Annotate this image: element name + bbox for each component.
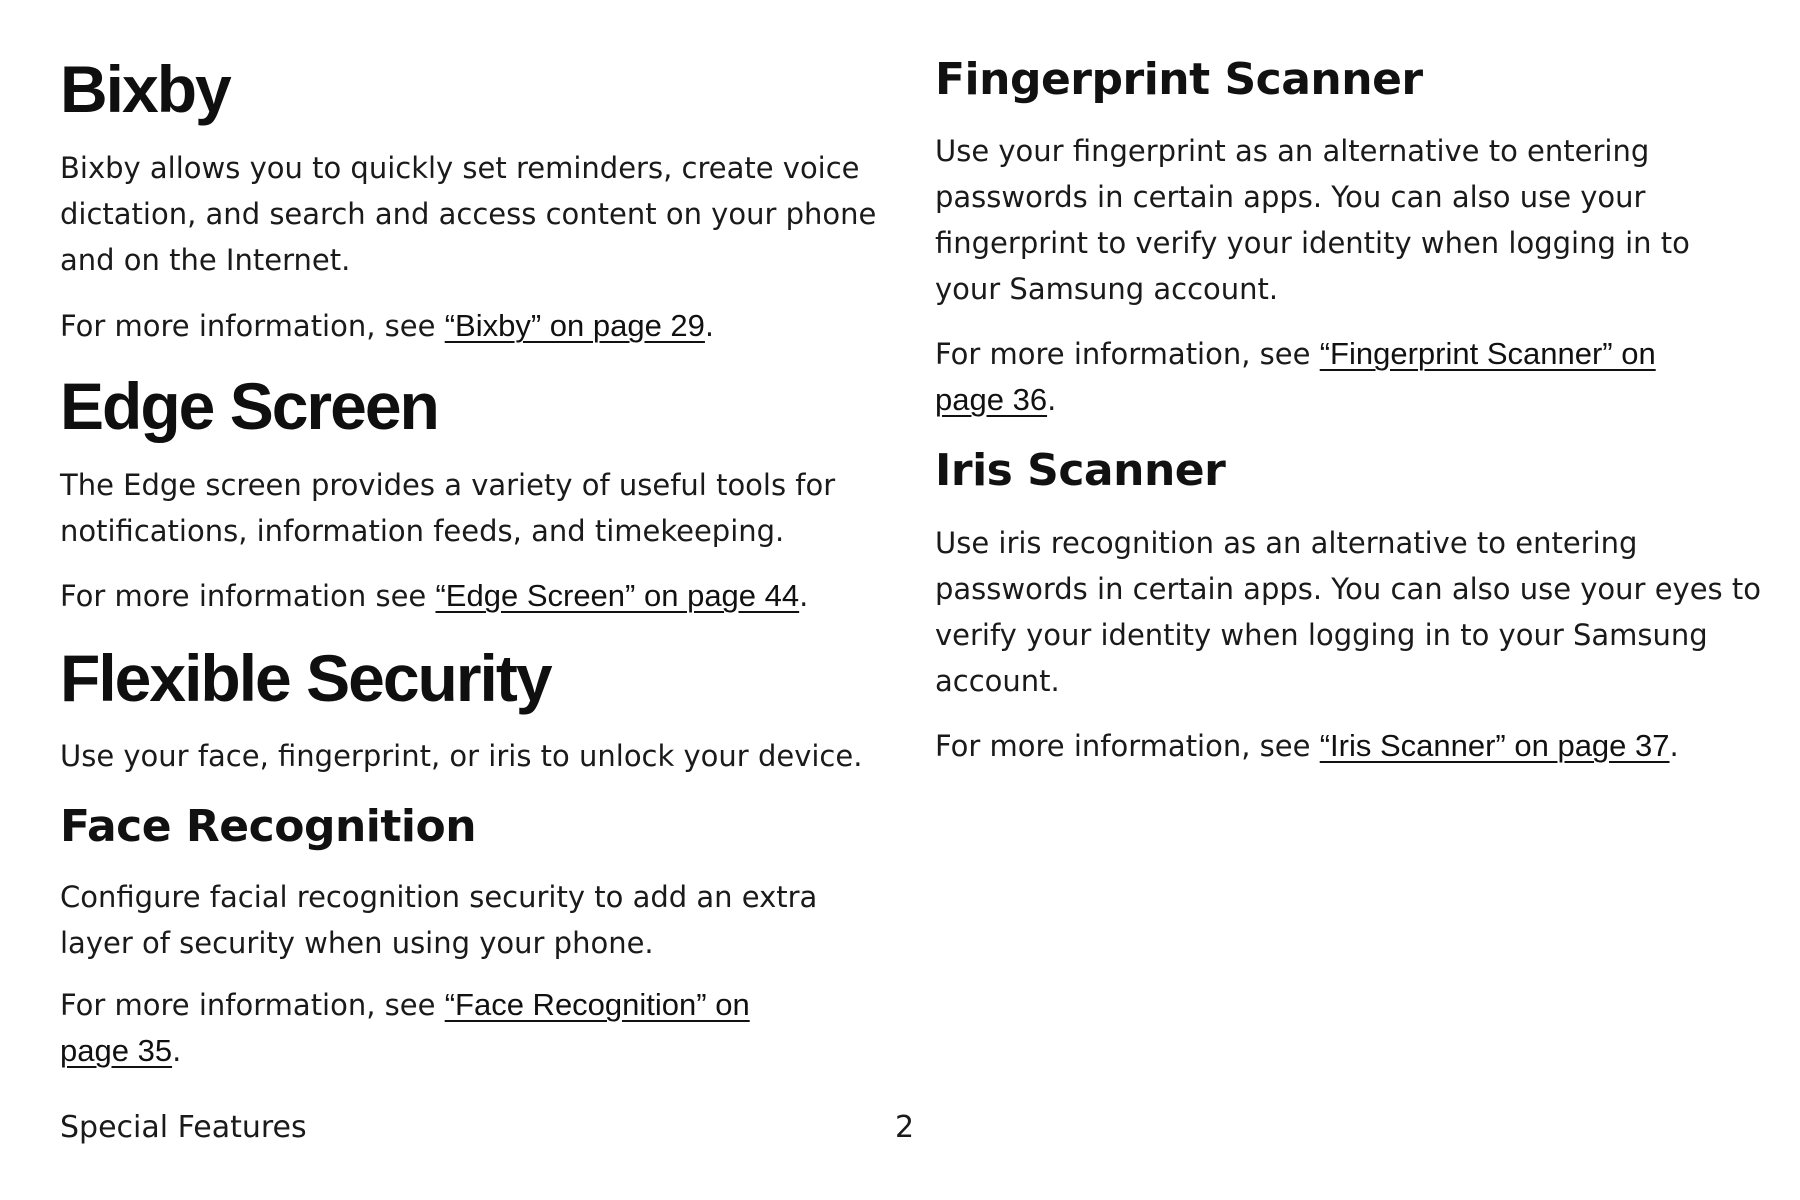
fingerprint-scanner-title: Fingerprint Scanner	[935, 54, 1423, 105]
footer-page-number: 2	[895, 1110, 915, 1145]
iris-scanner-page-link[interactable]: “Iris Scanner” on page 37	[1319, 728, 1670, 763]
fingerprint-scanner-more-suffix: .	[1047, 383, 1057, 417]
iris-scanner-more-info	[935, 723, 1765, 769]
bixby-page-link[interactable]: “Bixby” on page 29	[444, 308, 705, 343]
fingerprint-scanner-body: Use your fingerprint as an alternative to entering passwords in certain apps. You can also use your fingerprint to verify your identity when logging in to your Samsung account.	[935, 134, 1690, 306]
iris-scanner-body: Use iris recognition as an alternative to entering passwords in certain apps. You can also use your eyes to verify your identity when logging in to your Samsung account.	[935, 526, 1761, 698]
bixby-more-suffix: .	[704, 309, 715, 343]
flexible-security-title: Flexible Security	[60, 641, 551, 715]
face-recognition-page-link[interactable]: “Face Recognition” on page 35	[60, 987, 750, 1068]
bixby-more-prefix: For more information, see	[60, 309, 445, 343]
fingerprint-scanner-more-prefix: For more information, see	[935, 337, 1320, 371]
edge-screen-title: Edge Screen	[60, 369, 438, 443]
face-recognition-more-suffix: .	[172, 1034, 182, 1068]
edge-screen-page-link[interactable]: “Edge Screen” on page 44	[435, 578, 800, 613]
edge-screen-body: The Edge screen provides a variety of useful tools for notifications, information feeds, and timekeeping.	[60, 468, 836, 548]
iris-scanner-title: Iris Scanner	[935, 445, 1226, 496]
bixby-body: Bixby allows you to quickly set reminders, create voice dictation, and search and access content on your phone and on the Internet.	[60, 151, 877, 277]
flexible-security-body: Use your face, fingerprint, or iris to unlock your device.	[60, 739, 863, 773]
iris-scanner-more-prefix: For more information, see	[935, 729, 1320, 763]
fingerprint-scanner-more-info	[935, 331, 1675, 423]
bixby-more-info	[60, 303, 880, 349]
iris-scanner-more-suffix: .	[1669, 729, 1679, 763]
face-recognition-more-prefix: For more information, see	[60, 988, 445, 1022]
bixby-title: Bixby	[60, 52, 230, 126]
face-recognition-body: Configure facial recognition security to add an extra layer of security when using your phone.	[60, 880, 818, 960]
edge-screen-more-prefix: For more information see	[60, 579, 436, 613]
edge-screen-more-info	[60, 573, 880, 619]
edge-screen-more-suffix: .	[799, 579, 809, 613]
footer-section-name: Special Features	[60, 1110, 307, 1145]
fingerprint-scanner-page-link[interactable]: “Fingerprint Scanner” on page 36	[935, 336, 1656, 417]
face-recognition-more-info	[60, 982, 790, 1074]
face-recognition-title: Face Recognition	[60, 801, 477, 852]
